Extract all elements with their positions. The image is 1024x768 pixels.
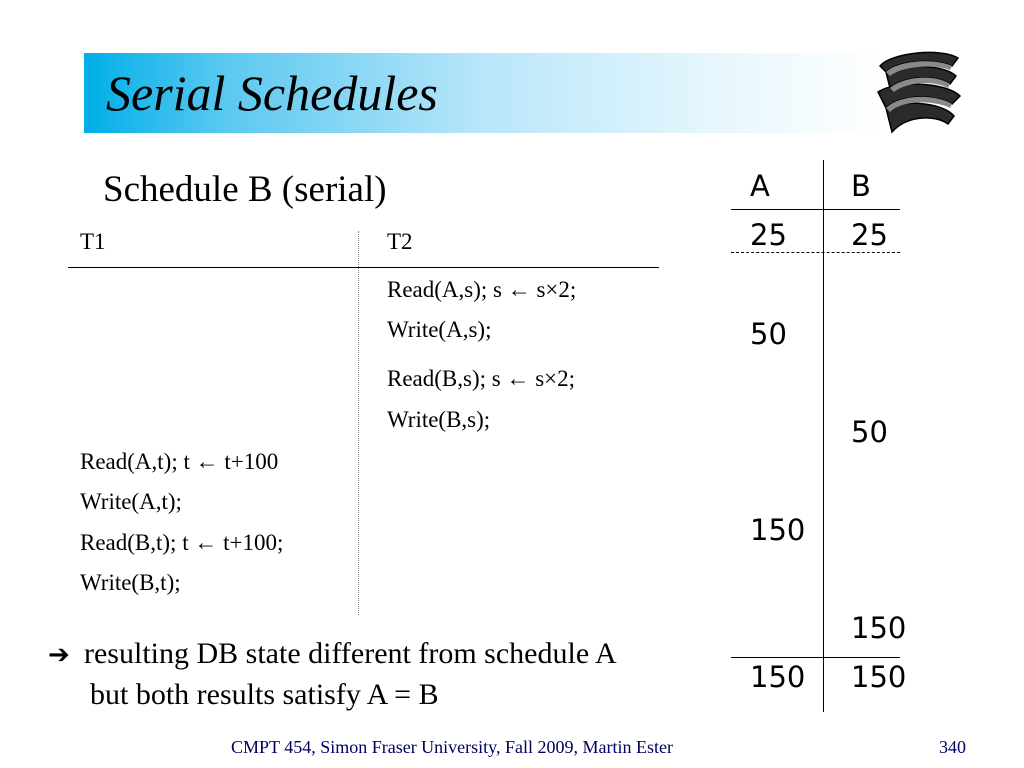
a-column-header: A: [750, 169, 770, 203]
right-arrow-icon: ➔: [48, 640, 70, 670]
t2-header: T2: [387, 229, 413, 254]
db-initial-divider: [731, 252, 900, 253]
db-header-divider: [731, 209, 900, 210]
t2-op: Write(A,s);: [387, 317, 492, 342]
t2-op: Read(A,s); s ← s×2;: [387, 277, 577, 302]
t2-op: Write(B,s);: [387, 407, 491, 432]
t1-op: Write(B,t);: [80, 570, 181, 595]
db-final-divider: [731, 657, 900, 658]
a-final-value: 150: [750, 660, 806, 694]
t1-op: Read(B,t); t ← t+100;: [80, 530, 284, 555]
note-line-2: but both results satisfy A = B: [90, 678, 439, 711]
b-value: 50: [851, 415, 888, 449]
b-initial-value: 25: [851, 218, 888, 252]
t2-op: Read(B,s); s ← s×2;: [387, 366, 576, 391]
t1-op: Read(A,t); t ← t+100: [80, 449, 279, 474]
t1-op: Write(A,t);: [80, 489, 182, 514]
a-initial-value: 25: [750, 218, 787, 252]
page-number: 340: [939, 737, 966, 757]
table-column-divider: [358, 231, 359, 615]
conclusion-note: [48, 634, 617, 715]
slide-title: Serial Schedules: [106, 65, 438, 121]
b-value: 150: [851, 611, 907, 645]
a-value: 50: [750, 317, 787, 351]
t1-header: T1: [80, 229, 106, 254]
a-value: 150: [750, 513, 806, 547]
b-column-header: B: [851, 169, 871, 203]
footer-course: CMPT 454, Simon Fraser University, Fall 2009, Martin Ester: [231, 737, 673, 757]
stacked-disks-logo-icon: [872, 44, 964, 140]
title-bar: [84, 53, 884, 133]
note-line-1: resulting DB state different from schedule A: [84, 637, 617, 670]
db-column-divider: [823, 160, 824, 712]
table-header-divider: [68, 267, 659, 268]
schedule-subtitle: Schedule B (serial): [103, 169, 387, 210]
b-final-value: 150: [851, 660, 907, 694]
